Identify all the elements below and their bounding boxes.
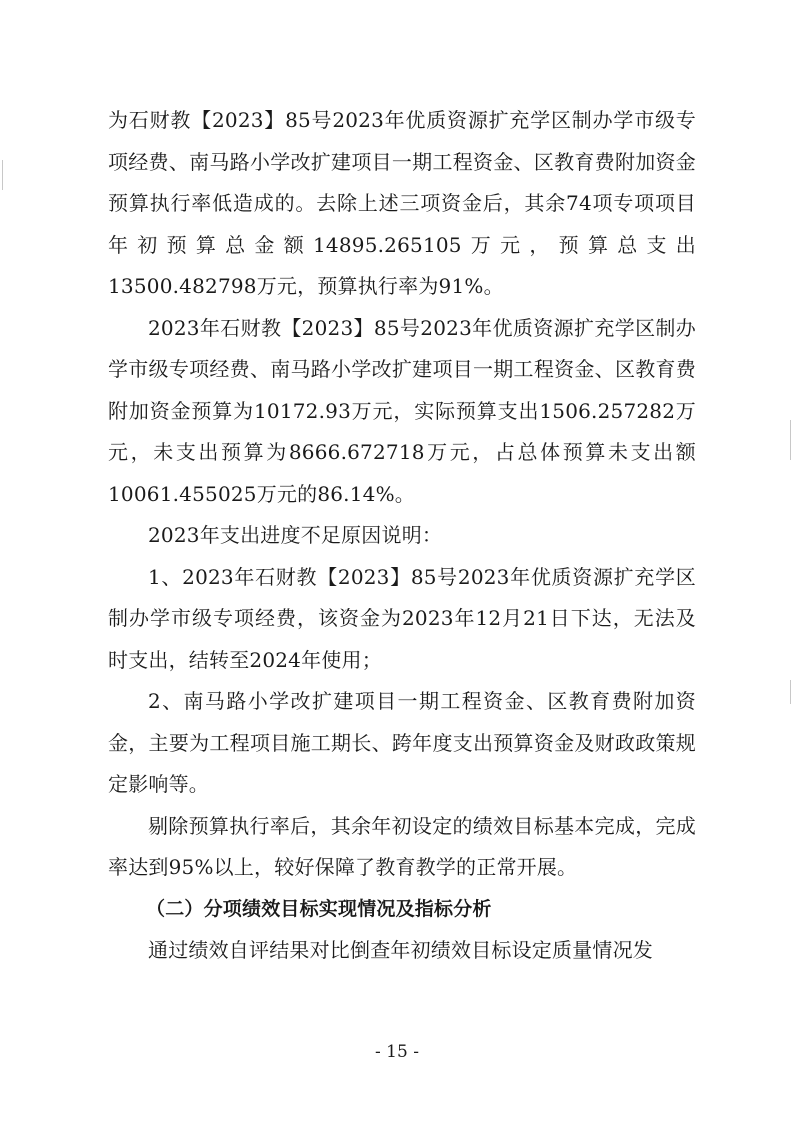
paragraph-budget-summary: 2023年石财教【2023】85号2023年优质资源扩充学区制办学市级专项经费、南马路小学改扩建项目一期工程资金、区教育费附加资金预算为10172.93万元，实际预算支出1506.257282万元，未支出预算为8666.672718万元，占总体预算未支出额10061.455025万元的86.14%。	[108, 315, 696, 506]
document-body	[108, 100, 696, 972]
paragraph-continuation: 为石财教【2023】85号2023年优质资源扩充学区制办学市级专项经费、南马路小学改扩建项目一期工程资金、区教育费附加资金预算执行率低造成的。去除上述三项资金后，其余74项专项项目年初预算总金额14895.265105万元，预算总支出13500.482798万元，预算执行率为91%。	[108, 108, 696, 298]
right-margin-mark	[790, 420, 791, 460]
page-number: - 15 -	[375, 1042, 419, 1062]
section-heading: （二）分项绩效目标实现情况及指标分析	[146, 897, 492, 920]
paragraph-conclusion: 剔除预算执行率后，其余年初设定的绩效目标基本完成，完成率达到95%以上，较好保障了教育教学的正常开展。	[108, 813, 696, 879]
paragraph-reason-2: 2、南马路小学改扩建项目一期工程资金、区教育费附加资金，主要为工程项目施工期长、跨年度支出预算资金及财政政策规定影响等。	[108, 689, 696, 796]
paragraph-closing: 通过绩效自评结果对比倒查年初绩效目标设定质量情况发	[148, 938, 653, 962]
left-margin-mark	[2, 160, 3, 190]
right-margin-mark-lower	[790, 680, 791, 704]
paragraph-reason-1: 1、2023年石财教【2023】85号2023年优质资源扩充学区制办学市级专项经费，该资金为2023年12月21日下达，无法及时支出，结转至2024年使用；	[108, 564, 696, 672]
paragraph-reason-heading: 2023年支出进度不足原因说明：	[148, 523, 443, 547]
